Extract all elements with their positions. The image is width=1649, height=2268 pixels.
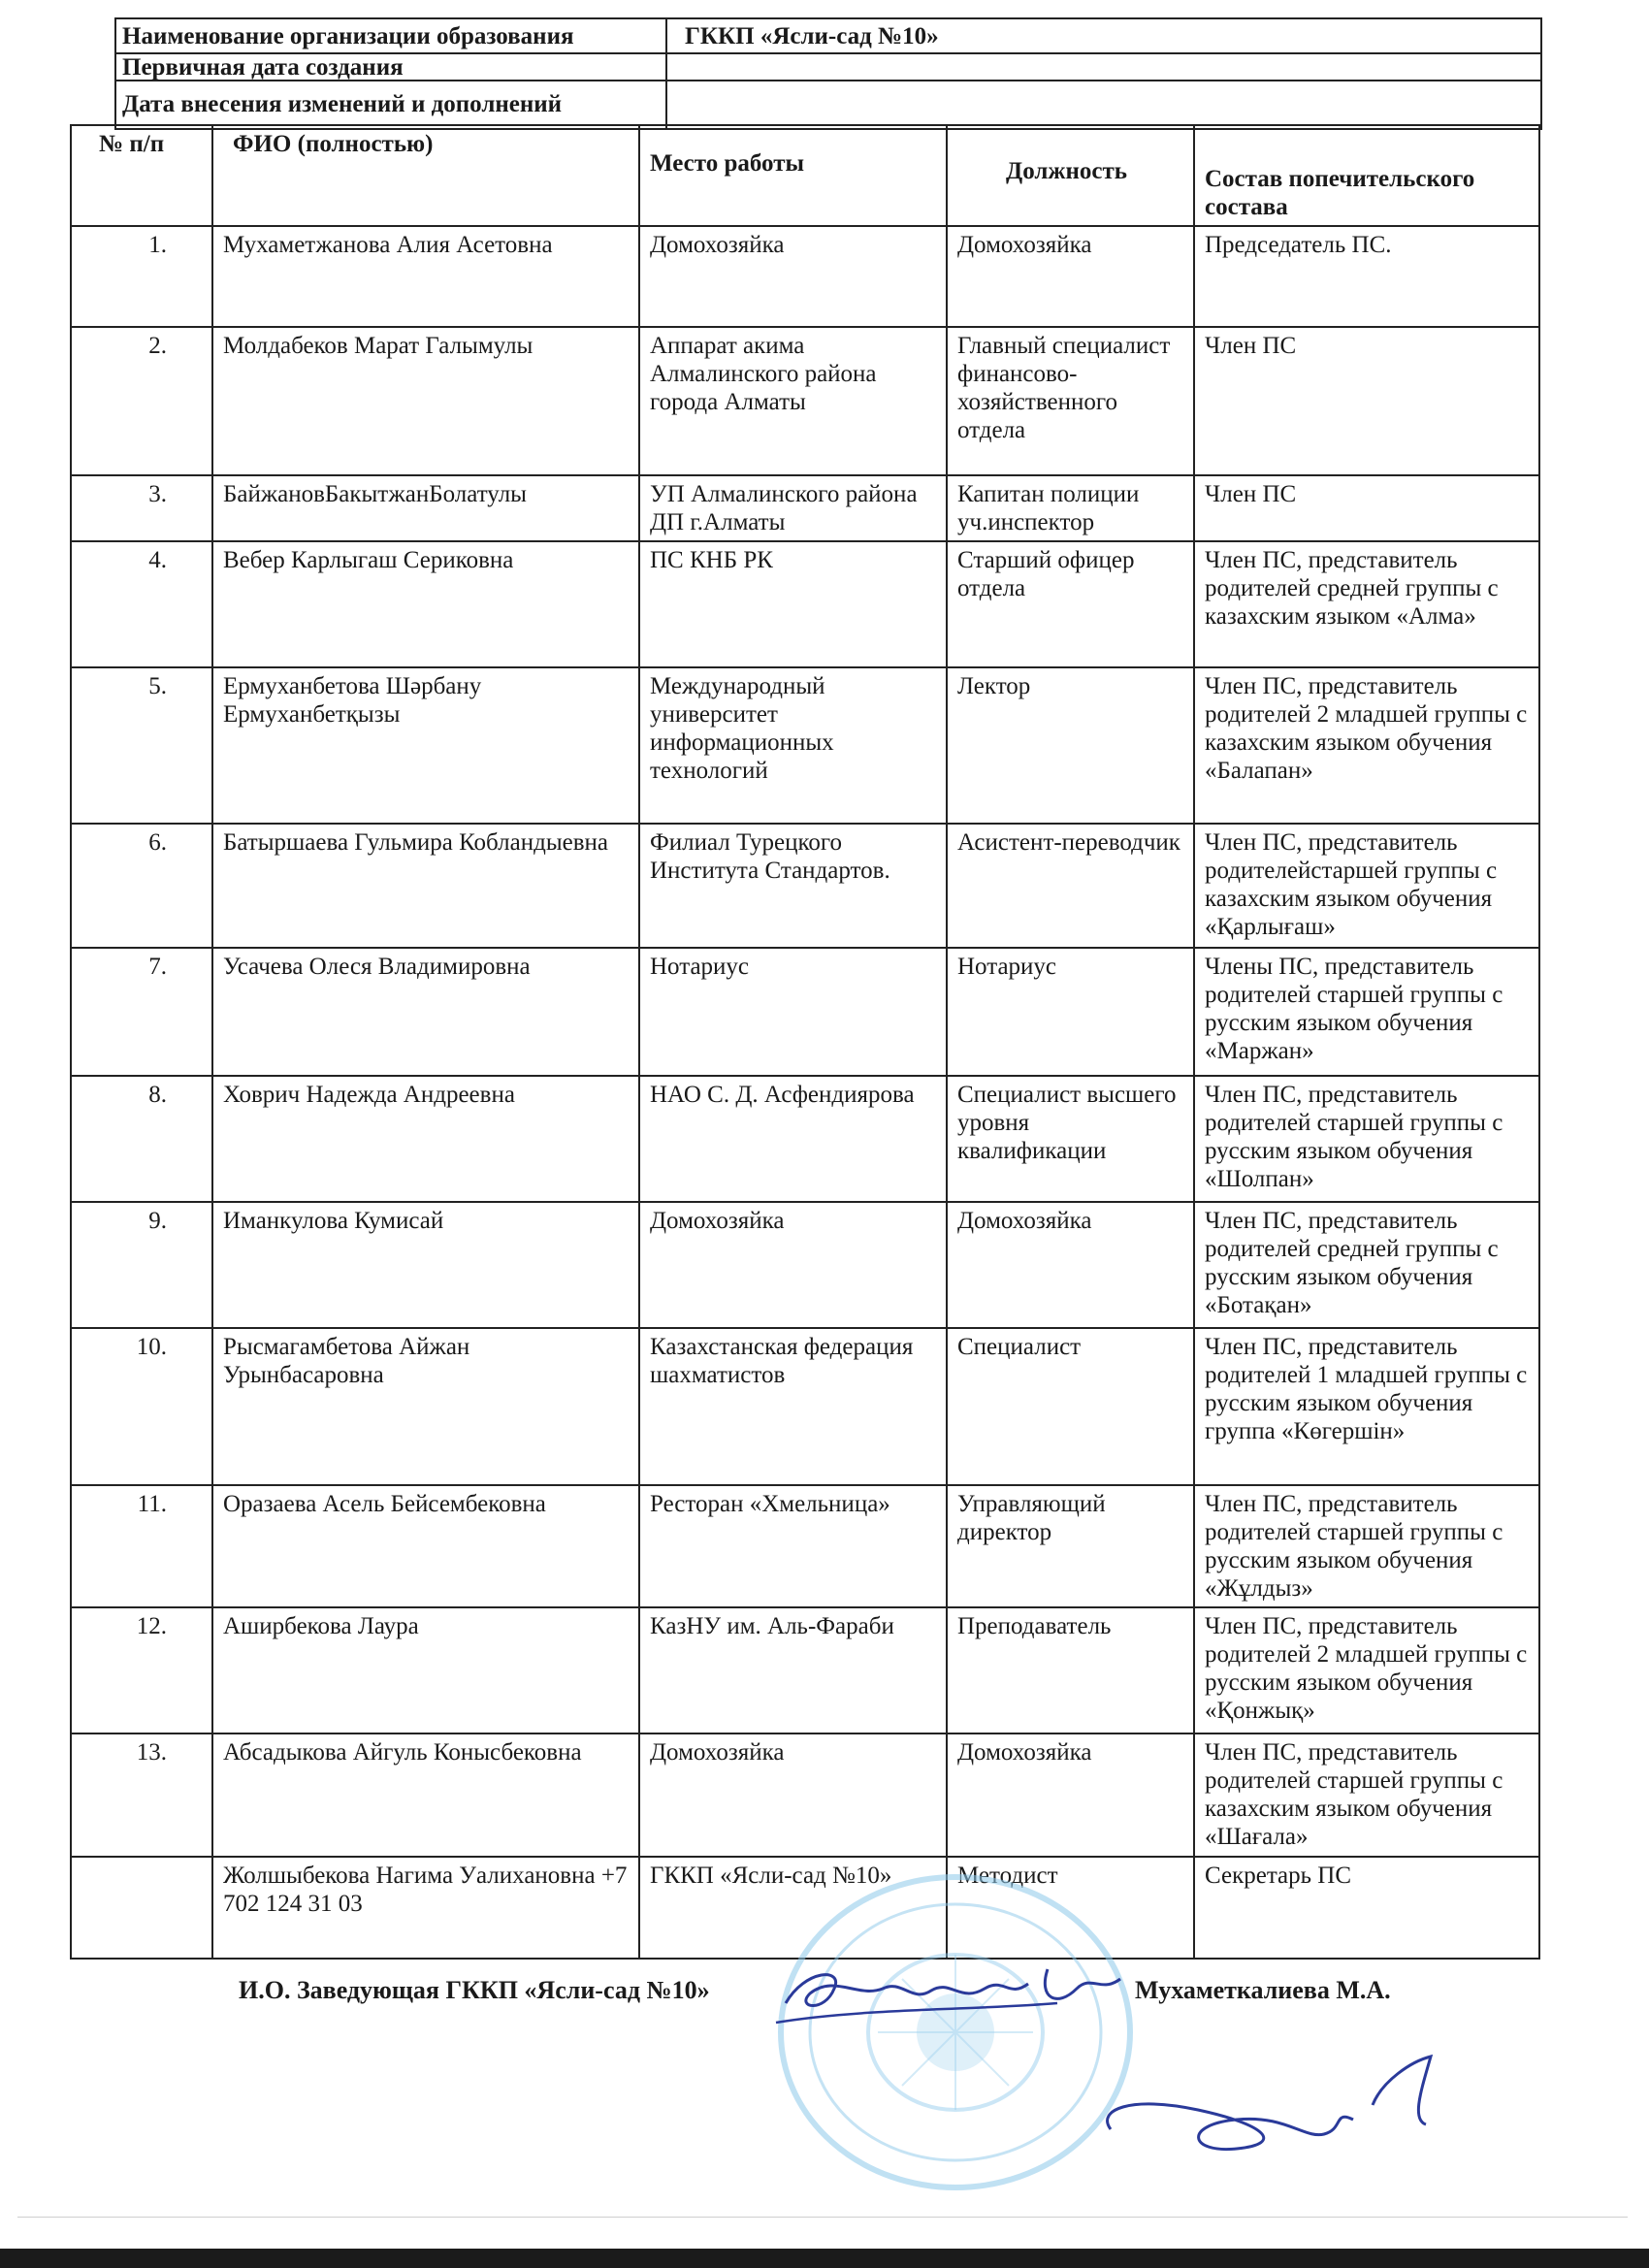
position: Домохозяйка (947, 1733, 1194, 1857)
row-number: 6. (71, 824, 212, 948)
board-role: Член ПС, представитель родителей средней группы с казахским языком «Алма» (1194, 541, 1539, 667)
organization-header (114, 17, 1542, 130)
member-name: Ховрич Надежда Андреевна (212, 1076, 639, 1202)
column-header-position: Должность (947, 125, 1194, 226)
member-name: Аширбекова Лаура (212, 1607, 639, 1733)
board-role: Секретарь ПС (1194, 1857, 1539, 1959)
member-name: Ермуханбетова Шәрбану Ермуханбетқызы (212, 667, 639, 824)
row-number: 3. (71, 475, 212, 541)
position: Методист (947, 1857, 1194, 1959)
signatory-left: И.О. Заведующая ГККП «Ясли-сад №10» (239, 1976, 710, 2004)
table-row (71, 667, 1539, 824)
board-role: Член ПС, представитель родителей 2 младшей группы с казахским языком обучения «Балапан» (1194, 667, 1539, 824)
position: Домохозяйка (947, 1202, 1194, 1328)
workplace: Ресторан «Хмельница» (639, 1485, 947, 1607)
table-row (71, 1733, 1539, 1857)
page-divider (17, 2217, 1628, 2218)
row-number: 8. (71, 1076, 212, 1202)
table-body (71, 226, 1539, 1959)
table-row (71, 327, 1539, 475)
workplace: Домохозяйка (639, 1733, 947, 1857)
position: Преподаватель (947, 1607, 1194, 1733)
position: Лектор (947, 667, 1194, 824)
table-row (71, 1607, 1539, 1733)
member-name: Рысмагамбетова Айжан Урынбасаровна (212, 1328, 639, 1485)
table-row (71, 824, 1539, 948)
workplace: УП Алмалинского района ДП г.Алматы (639, 475, 947, 541)
secondary-signature (1091, 2052, 1479, 2168)
table-row (71, 226, 1539, 327)
position: Нотариус (947, 948, 1194, 1076)
workplace: Домохозяйка (639, 1202, 947, 1328)
changes-label: Дата внесения изменений и дополнений (116, 81, 667, 128)
workplace: Международный университет информационных технологий (639, 667, 947, 824)
row-number: 13. (71, 1733, 212, 1857)
member-name: БайжановБакытжанБолатулы (212, 475, 639, 541)
position: Управляющий директор (947, 1485, 1194, 1607)
board-role: Член ПС, представитель родителей 2 младшей группы с русским языком обучения «Қонжық» (1194, 1607, 1539, 1733)
table-row (71, 1328, 1539, 1485)
board-role: Член ПС, представитель родителей старшей группы с казахским языком обучения «Шағала» (1194, 1733, 1539, 1857)
row-number: 7. (71, 948, 212, 1076)
director-signature (766, 1950, 1145, 2037)
table-row (71, 948, 1539, 1076)
header-row-changes (116, 81, 1540, 130)
row-number: 2. (71, 327, 212, 475)
position: Специалист высшего уровня квалификации (947, 1076, 1194, 1202)
workplace: ПС КНБ РК (639, 541, 947, 667)
board-role: Член ПС, представитель родителейстаршей группы с казахским языком обучения «Қарлығаш» (1194, 824, 1539, 948)
position: Асистент-переводчик (947, 824, 1194, 948)
workplace: Казахстанская федерация шахматистов (639, 1328, 947, 1485)
org-label: Наименование организации образования (116, 19, 667, 52)
column-header-name: ФИО (полностью) (212, 125, 639, 226)
row-number: 10. (71, 1328, 212, 1485)
member-name: Батыршаева Гульмира Кобландыевна (212, 824, 639, 948)
changes-value (667, 81, 1540, 128)
table-header-row (71, 125, 1539, 226)
table-row (71, 1076, 1539, 1202)
row-number (71, 1857, 212, 1959)
row-number: 11. (71, 1485, 212, 1607)
signatory-right: Мухаметкалиева М.А. (1135, 1976, 1391, 2004)
position: Капитан полиции уч.инспектор (947, 475, 1194, 541)
position: Домохозяйка (947, 226, 1194, 327)
created-label: Первичная дата создания (116, 54, 667, 80)
trustee-board-table (70, 124, 1540, 1960)
column-header-work: Место работы (639, 125, 947, 226)
board-role: Председатель ПС. (1194, 226, 1539, 327)
member-name: Молдабеков Марат Галымулы (212, 327, 639, 475)
header-row-created (116, 54, 1540, 81)
member-name: Иманкулова Кумисай (212, 1202, 639, 1328)
row-number: 4. (71, 541, 212, 667)
row-number: 1. (71, 226, 212, 327)
created-value (667, 54, 1540, 80)
board-role: Член ПС (1194, 475, 1539, 541)
workplace: ГККП «Ясли-сад №10» (639, 1857, 947, 1959)
scan-edge-bar (0, 2249, 1649, 2268)
workplace: Домохозяйка (639, 226, 947, 327)
member-name: Оразаева Асель Бейсембековна (212, 1485, 639, 1607)
table-row (71, 541, 1539, 667)
board-role: Член ПС, представитель родителей старшей группы с русским языком обучения «Жұлдыз» (1194, 1485, 1539, 1607)
member-name: Усачева Олеся Владимировна (212, 948, 639, 1076)
position: Специалист (947, 1328, 1194, 1485)
table-row (71, 1485, 1539, 1607)
position: Главный специалист финансово-хозяйственного отдела (947, 327, 1194, 475)
board-role: Член ПС, представитель родителей старшей группы с русским языком обучения «Шолпан» (1194, 1076, 1539, 1202)
row-number: 5. (71, 667, 212, 824)
member-name: Жолшыбекова Нагима Уалихановна +7 702 124 31 03 (212, 1857, 639, 1959)
row-number: 9. (71, 1202, 212, 1328)
table-row (71, 1202, 1539, 1328)
column-header-number: № п/п (71, 125, 212, 226)
workplace: Нотариус (639, 948, 947, 1076)
workplace: НАО С. Д. Асфендиярова (639, 1076, 947, 1202)
board-role: Член ПС (1194, 327, 1539, 475)
table-row (71, 475, 1539, 541)
row-number: 12. (71, 1607, 212, 1733)
org-value: ГККП «Ясли-сад №10» (685, 23, 939, 49)
position: Старший офицер отдела (947, 541, 1194, 667)
workplace: Филиал Турецкого Института Стандартов. (639, 824, 947, 948)
board-role: Член ПС, представитель родителей средней группы с русским языком обучения «Ботақан» (1194, 1202, 1539, 1328)
header-row-organization (116, 19, 1540, 54)
member-name: Вебер Карлыгаш Сериковна (212, 541, 639, 667)
board-role: Член ПС, представитель родителей 1 младшей группы с русским языком обучения группа «Көгершін» (1194, 1328, 1539, 1485)
member-name: Абсадыкова Айгуль Конысбековна (212, 1733, 639, 1857)
member-name: Мухаметжанова Алия Асетовна (212, 226, 639, 327)
column-header-role: Состав попечительского состава (1194, 125, 1539, 226)
workplace: КазНУ им. Аль-Фараби (639, 1607, 947, 1733)
board-role: Члены ПС, представитель родителей старшей группы с русским языком обучения «Маржан» (1194, 948, 1539, 1076)
workplace: Аппарат акима Алмалинского района города Алматы (639, 327, 947, 475)
